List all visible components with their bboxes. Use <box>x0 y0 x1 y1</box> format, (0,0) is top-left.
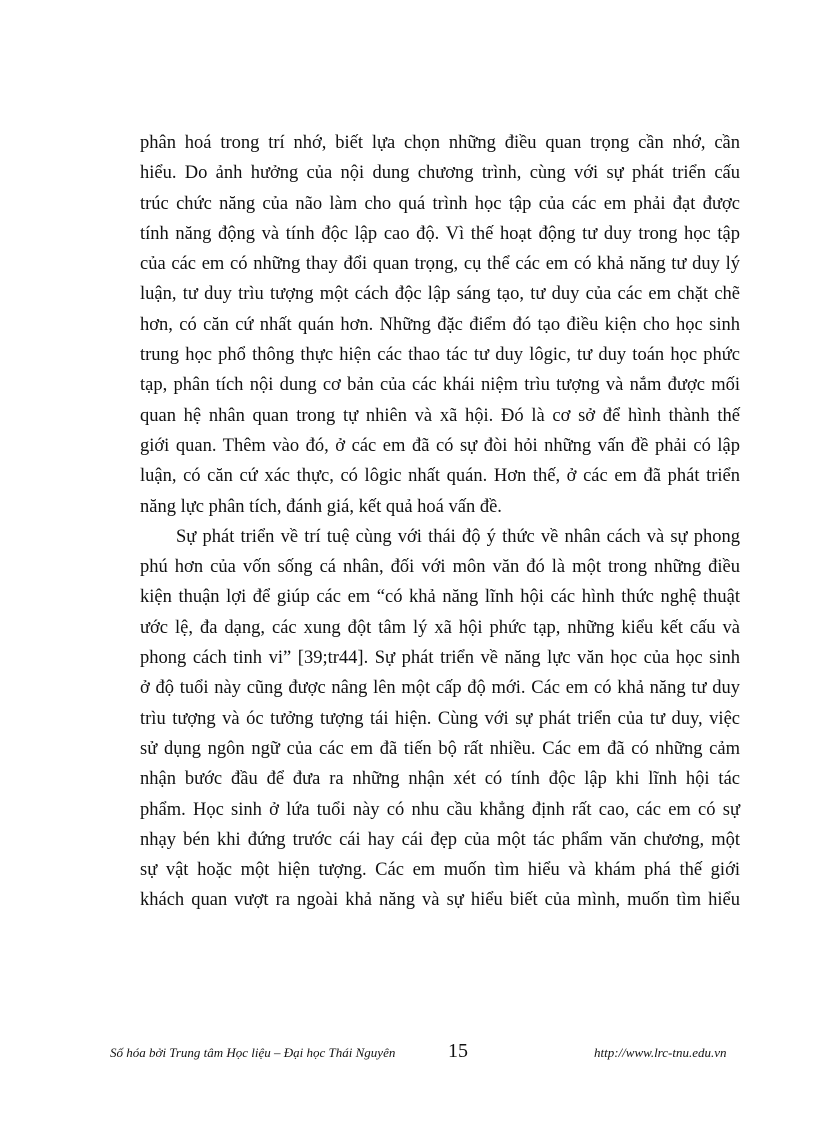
text-line: tính năng động và tính độc lập cao độ. Vì thế hoạt động tư duy trong học tập <box>140 223 740 244</box>
text-line: luận, tư duy trìu tượng một cách độc lập sáng tạo, tư duy của các em chặt chẽ <box>140 284 740 305</box>
text-line: phân hoá trong trí nhớ, biết lựa chọn những điều quan trọng cần nhớ, cần <box>140 133 740 153</box>
page-number: 15 <box>448 1040 468 1062</box>
text-line: trúc chức năng của não làm cho quá trình học tập của các em phải đạt được <box>140 193 740 214</box>
text-line: hiểu. Do ảnh hưởng của nội dung chương trình, cùng với sự phát triển cấu <box>140 163 740 184</box>
text-line: ước lệ, đa dạng, các xung đột tâm lý xã hội phức tạp, những kiểu kết cấu và <box>140 617 740 638</box>
text-line: phẩm. Học sinh ở lứa tuổi này có nhu cầu khẳng định rất cao, các em có sự <box>140 799 740 820</box>
text-line: phong cách tinh vi” [39;tr44]. Sự phát triển về năng lực văn học của học sinh <box>140 648 740 669</box>
document-body <box>140 128 740 916</box>
text-line: trìu tượng và óc tưởng tượng tái hiện. Cùng với sự phát triển của tư duy, việc <box>140 708 740 729</box>
text-line: nhận bước đầu để đưa ra những nhận xét có tính độc lập khi lĩnh hội tác <box>140 769 740 790</box>
text-line: nhạy bén khi đứng trước cái hay cái đẹp của một tác phẩm văn chương, một <box>140 829 740 850</box>
page-footer <box>110 1040 730 1070</box>
text-line: phú hơn của vốn sống cá nhân, đối với môn văn đó là một trong những điều <box>140 557 740 578</box>
text-line: trung học phổ thông thực hiện các thao tác tư duy lôgic, tư duy toán học phức <box>140 345 740 366</box>
footer-source-text: Số hóa bởi Trung tâm Học liệu – Đại học Thái Nguyên <box>110 1045 396 1060</box>
text-line: hơn, có căn cứ nhất quán hơn. Những đặc điểm đó tạo điều kiện cho học sinh <box>140 314 740 335</box>
paragraph-2 <box>140 522 740 916</box>
text-line: giới quan. Thêm vào đó, ở các em đã có sự đòi hỏi những vấn đề phải có lập <box>140 435 740 456</box>
text-line: ở độ tuổi này cũng được nâng lên một cấp độ mới. Các em có khả năng tư duy <box>140 678 740 699</box>
paragraph-1 <box>140 128 740 522</box>
text-line: quan hệ nhân quan trong tự nhiên và xã hội. Đó là cơ sở để hình thành thế <box>140 405 740 426</box>
text-line: tạp, phân tích nội dung cơ bản của các khái niệm trìu tượng và nắm được mối <box>140 375 740 396</box>
text-line: sử dụng ngôn ngữ của các em đã tiến bộ rất nhiều. Các em đã có những cảm <box>140 738 740 759</box>
text-line: sự vật hoặc một hiện tượng. Các em muốn tìm hiểu và khám phá thế giới <box>140 860 740 881</box>
text-line: khách quan vượt ra ngoài khả năng và sự hiểu biết của mình, muốn tìm hiểu <box>140 890 740 911</box>
text-line: kiện thuận lợi để giúp các em “có khả năng lĩnh hội các hình thức nghệ thuật <box>140 587 740 608</box>
text-line: Sự phát triển về trí tuệ cùng với thái độ ý thức về nhân cách và sự phong <box>176 526 740 547</box>
text-line: luận, có căn cứ xác thực, có lôgic nhất quán. Hơn thế, ở các em đã phát triển <box>140 466 740 487</box>
text-line: năng lực phân tích, đánh giá, kết quả hoá vấn đề. <box>140 496 502 517</box>
text-line: của các em có những thay đổi quan trọng, cụ thể các em có khả năng tư duy lý <box>140 254 740 275</box>
footer-url-link[interactable]: http://www.lrc-tnu.edu.vn <box>594 1045 727 1060</box>
